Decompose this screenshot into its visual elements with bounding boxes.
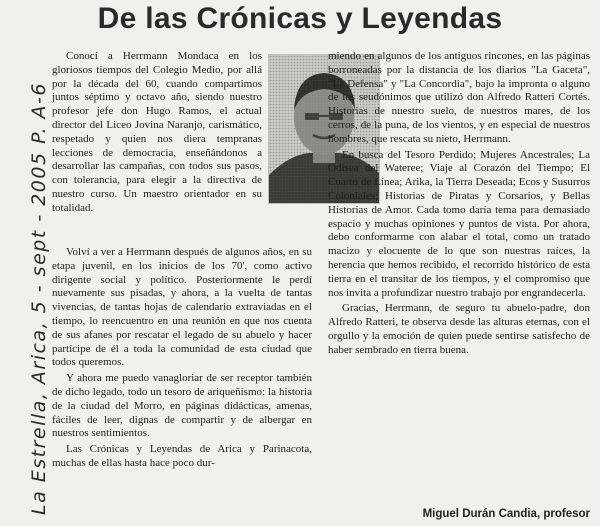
paragraph: Las Crónicas y Leyendas de Arica y Parinacota, muchas de ellas hasta hace poco dur- (52, 443, 312, 469)
author-signature: Miguel Durán Candia, profesor (422, 508, 590, 520)
paragraph: Volví a ver a Herrmann después de algunos años, en su etapa juvenil, en los inicios de los 70', como activo dirigente social y político. Posteriormente le perdí nuevamente sus pisadas, y ahora, a la vuelta de tantas vivencias, de tantas hojas de calendario extraviadas en el tiempo, lo reencuentro en una reunión en que nos cuenta de sus afanes por rescatar el legado de su abuelo y hacer partícipe de él a toda la comunidad de esta ciudad que todos queremos. (52, 246, 312, 369)
right-column (328, 50, 590, 360)
left-column-bottom (52, 246, 312, 473)
paragraph: Conocí a Herrmann Mondaca en los gloriosos tiempos del Colegio Medio, por allá por la década del 60, cuando compartimos juntos séptimo y octavo año, siendo nuestro profesor jefe don Hugo Ramos, el actual director del Liceo Jovina Naranjo, carismático, respetado y quien nos diera tempranas lecciones de democracia, enseñándonos a desarrollar las campañas, con todos sus pasos, con tolerancia, para elegir a la directiva de nuestro curso. Un maestro orientador en su totalidad. (52, 50, 262, 214)
paragraph: miendo en algunos de los antiguos rincones, en las páginas borroneadas por la distancia de los diarios "La Gaceta", "La Defensa" y "La Concordia", bajo la impronta o alguno de los seudónimos que utilizó don Alfredo Ratteri Cortés. Historias de nuestro suelo, de nuestros mares, de los cerros, de la puna, de los vientos, y en especial de nuestros hombres, que rescata su nieto, Herrmann. (328, 50, 590, 145)
paragraph: Y ahora me puedo vanagloriar de ser receptor también de dicho legado, todo un tesoro de ariqueñismo: la historia de la ciudad del Morro, en páginas didácticas, amenas, fáciles de leer, dignas de compartir y de albergar en nuestros sentimientos. (52, 372, 312, 440)
left-column-top (52, 50, 262, 218)
article-title: De las Crónicas y Leyendas (97, 2, 503, 35)
paragraph: En busca del Tesoro Perdido; Mujeres Ancestrales; La Odisea del Wateree; Viaje al Corazón del Tiempo; El Cuarto de Línea; Arika, la Tierra Deseada; Ecos y Susurros Coloniales; Historias de Piratas y Corsarios, y Bellas Historias de Amor. Cada tomo daría tema para demasiado espacio y muchas opiniones y puntos de vista. Por ahora, debo conformarme con alabar el total, como un tratado macizo y elocuente de lo que son nuestras raíces, la herencia que hemos recibido, el recorrido histórico de esta tierra en el transitar de los tiempos, y el compromiso que nos invita a profundizar nuestro trabajo por engrandecerla. (328, 148, 590, 299)
handwritten-margin-note: La Estrella, Arica, 5 - sept - 2005 P. A-6 (28, 82, 50, 515)
paragraph: Gracias, Herrmann, de seguro tu abuelo-padre, don Alfredo Ratteri, te observa desde las alturas eternas, con el orgullo y la emoción de quien puede sentirse satisfecho de haber sembrado en tierra buena. (328, 302, 590, 356)
